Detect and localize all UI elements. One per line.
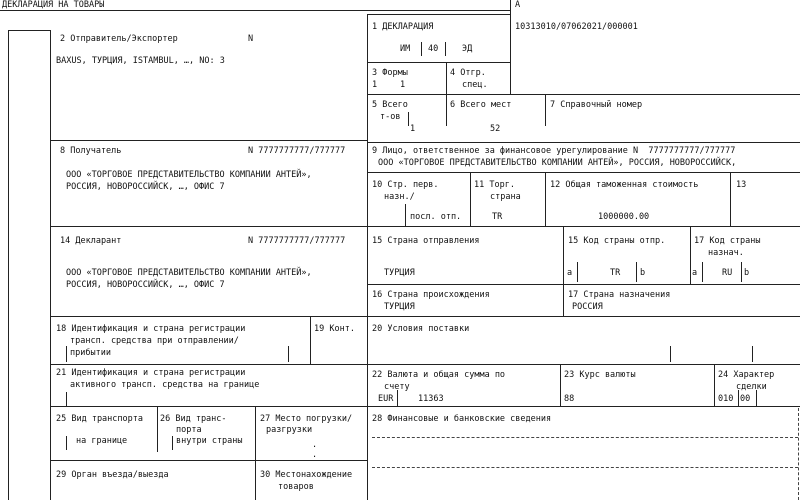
box27-dot-1: . xyxy=(312,440,318,450)
box16-right xyxy=(563,284,564,316)
box15a-label: 15 Код страны отпр. xyxy=(568,236,666,246)
box1-40: 40 xyxy=(428,44,439,54)
box11-right xyxy=(545,172,546,226)
declaration-title: ДЕКЛАРАЦИЯ НА ТОВАРЫ xyxy=(2,0,105,10)
box3-v2: 1 xyxy=(400,80,406,90)
box25-sub: на границе xyxy=(76,436,128,446)
left-col-divider xyxy=(50,30,51,500)
box23-right xyxy=(714,364,715,406)
box20-tick1 xyxy=(670,346,671,362)
box17a-b: b xyxy=(744,268,750,278)
box1-ed: ЭД xyxy=(462,44,473,54)
box22-currency: EUR xyxy=(378,394,394,404)
box10-label-1: 10 Стр. перв. xyxy=(372,180,439,190)
box28-label: 28 Финансовые и банковские сведения xyxy=(372,414,552,424)
box21-bottom xyxy=(50,406,800,407)
box18-right xyxy=(310,316,311,364)
box15-bottom xyxy=(367,284,800,285)
box15a-sep2 xyxy=(636,262,637,282)
box24-v2: 00 xyxy=(740,394,751,404)
box26-label-1: 26 Вид транс- xyxy=(160,414,227,424)
declarant-line-2: РОССИЯ, НОВОРОССИЙСК, …, ОФИС 7 xyxy=(66,280,225,290)
box25-label: 25 Вид транспорта xyxy=(56,414,143,424)
box3-label: 3 Формы xyxy=(372,68,408,78)
box2-bottom xyxy=(50,140,367,141)
box10-label-2: назн./ xyxy=(384,192,415,202)
box21-tick xyxy=(66,392,67,406)
box5-label-1: 5 Всего xyxy=(372,100,408,110)
box1-bottom xyxy=(367,62,510,63)
box5-label-2: т-ов xyxy=(380,112,401,122)
box4-label-1: 4 Отгр. xyxy=(450,68,486,78)
box9-bottom xyxy=(367,172,800,173)
box8-bottom xyxy=(50,226,367,227)
box24-v1: 010 xyxy=(718,394,734,404)
box15-label: 15 Страна отправления xyxy=(372,236,480,246)
box16-value: ТУРЦИЯ xyxy=(384,302,415,312)
box15a-right xyxy=(690,226,691,284)
box5-tick xyxy=(408,112,409,126)
box26-label-3: внутри страны xyxy=(176,436,243,446)
box1-top xyxy=(367,14,510,15)
box6-value: 52 xyxy=(490,124,501,134)
box15a-code: TR xyxy=(610,268,621,278)
box21-label-2: активного трансп. средства на границе xyxy=(70,380,260,390)
receiver-line-2: РОССИЯ, НОВОРОССИЙСК, …, ОФИС 7 xyxy=(66,182,225,192)
box15-value: ТУРЦИЯ xyxy=(384,268,415,278)
box1-right xyxy=(510,14,511,94)
box18-label-3: прибытии xyxy=(70,348,111,358)
box1-sep1 xyxy=(421,42,422,56)
box3-bottom xyxy=(367,94,800,95)
box17a-sep1 xyxy=(702,262,703,282)
box22-amount: 11363 xyxy=(418,394,444,404)
form-top-rule xyxy=(8,30,50,31)
box28-dash-v xyxy=(798,408,799,500)
box17a-a: a xyxy=(692,268,698,278)
box17a-label-1: 17 Код страны xyxy=(694,236,761,246)
receiver-line-1: ООО «ТОРГОВОЕ ПРЕДСТАВИТЕЛЬСТВО КОМПАНИИ АНТЕЙ», xyxy=(66,170,312,180)
box6-label: 6 Всего мест xyxy=(450,100,512,110)
box11-label-1: 11 Торг. xyxy=(474,180,515,190)
box5-value: 1 xyxy=(410,124,416,134)
box27-label-2: разгрузки xyxy=(266,425,313,435)
box11-value: TR xyxy=(492,212,503,222)
customs-value: 1000000.00 xyxy=(598,212,650,222)
box27-label-1: 27 Место погрузки/ xyxy=(260,414,353,424)
box15a-b: b xyxy=(640,268,646,278)
box1-sep2 xyxy=(445,42,446,56)
sender-value: BAXUS, ТУРЦИЯ, ISTAMBUL, …, NO: 3 xyxy=(56,56,225,66)
box10-right xyxy=(470,172,471,226)
box8-n-value: N 7777777777/777777 xyxy=(248,146,346,156)
left-border xyxy=(8,30,9,500)
box28-dash2 xyxy=(372,467,798,468)
box13-label: 13 xyxy=(736,180,747,190)
box21-label-1: 21 Идентификация и страна регистрации xyxy=(56,368,246,378)
box28-dash1 xyxy=(372,437,798,438)
box29-label: 29 Орган въезда/выезда xyxy=(56,470,169,480)
declarant-line-1: ООО «ТОРГОВОЕ ПРЕДСТАВИТЕЛЬСТВО КОМПАНИИ АНТЕЙ», xyxy=(66,268,312,278)
box15a-a: a xyxy=(567,268,573,278)
box17a-code: RU xyxy=(722,268,733,278)
box22-right xyxy=(560,364,561,406)
box23-label: 23 Курс валюты xyxy=(564,370,636,380)
box27-dot-2: . xyxy=(312,450,318,460)
box17a-sep2 xyxy=(741,262,742,282)
box18-bottom xyxy=(50,364,800,365)
box17-label: 17 Страна назначения xyxy=(568,290,671,300)
copy-letter: А xyxy=(515,0,521,10)
box10-tick xyxy=(405,204,406,226)
box10-bottom xyxy=(367,226,800,227)
box17a-label-2: назнач. xyxy=(708,248,744,258)
box1-label: 1 ДЕКЛАРАЦИЯ xyxy=(372,22,434,32)
box25-bottom xyxy=(50,460,367,461)
box26-right xyxy=(255,406,256,500)
box2-label: 2 Отправитель/Экспортер xyxy=(60,34,178,44)
header-sep xyxy=(510,0,511,14)
box18-tick1 xyxy=(66,346,67,362)
box18-label-2: трансп. средства при отправлении/ xyxy=(70,336,239,346)
box12-label: 12 Общая таможенная стоимость xyxy=(550,180,699,190)
main-col-divider xyxy=(367,14,368,500)
box7-bottom xyxy=(367,142,800,143)
box19-label: 19 Конт. xyxy=(314,324,355,334)
box15-right xyxy=(563,226,564,284)
box24-label-2: сделки xyxy=(736,382,767,392)
box14-label: 14 Декларант xyxy=(60,236,122,246)
box16-label: 16 Страна происхождения xyxy=(372,290,490,300)
box11-label-2: страна xyxy=(490,192,521,202)
box12-right xyxy=(730,172,731,226)
box25-right xyxy=(157,406,158,452)
box26-label-2: порта xyxy=(176,425,202,435)
declaration-number: 10313010/07062021/000001 xyxy=(515,22,638,32)
box9-value: ООО «ТОРГОВОЕ ПРЕДСТАВИТЕЛЬСТВО КОМПАНИИ АНТЕЙ», РОССИЯ, НОВОРОССИЙСК, xyxy=(378,158,737,168)
box2-n-label: N xyxy=(248,34,254,44)
box14-bottom xyxy=(50,316,800,317)
box22-label-1: 22 Валюта и общая сумма по xyxy=(372,370,506,380)
box30-label-2: товаров xyxy=(278,482,314,492)
box9-label: 9 Лицо, ответственное за финансовое урегулирование N 7777777777/777777 xyxy=(372,146,736,156)
box14-n-value: N 7777777777/777777 xyxy=(248,236,346,246)
box22-label-2: счету xyxy=(384,382,410,392)
box26-tick xyxy=(172,436,173,450)
box24-label-1: 24 Характер xyxy=(718,370,775,380)
box20-label: 20 Условия поставки xyxy=(372,324,470,334)
box10-value: посл. отп. xyxy=(410,212,462,222)
box18-label-1: 18 Идентификация и страна регистрации xyxy=(56,324,246,334)
box25-tick xyxy=(66,436,67,450)
box7-label: 7 Справочный номер xyxy=(550,100,643,110)
box4-label-2: спец. xyxy=(462,80,488,90)
box30-label-1: 30 Местонахождение xyxy=(260,470,353,480)
box1-im: ИМ xyxy=(400,44,411,54)
box20-tick2 xyxy=(752,346,753,362)
box17-value: РОССИЯ xyxy=(572,302,603,312)
box5-right xyxy=(446,94,447,126)
box23-value: 88 xyxy=(564,394,575,404)
box6-right xyxy=(545,94,546,126)
box18-tick2 xyxy=(288,346,289,362)
box15a-sep1 xyxy=(577,262,578,282)
box3-v1: 1 xyxy=(372,80,378,90)
box8-label: 8 Получатель xyxy=(60,146,122,156)
